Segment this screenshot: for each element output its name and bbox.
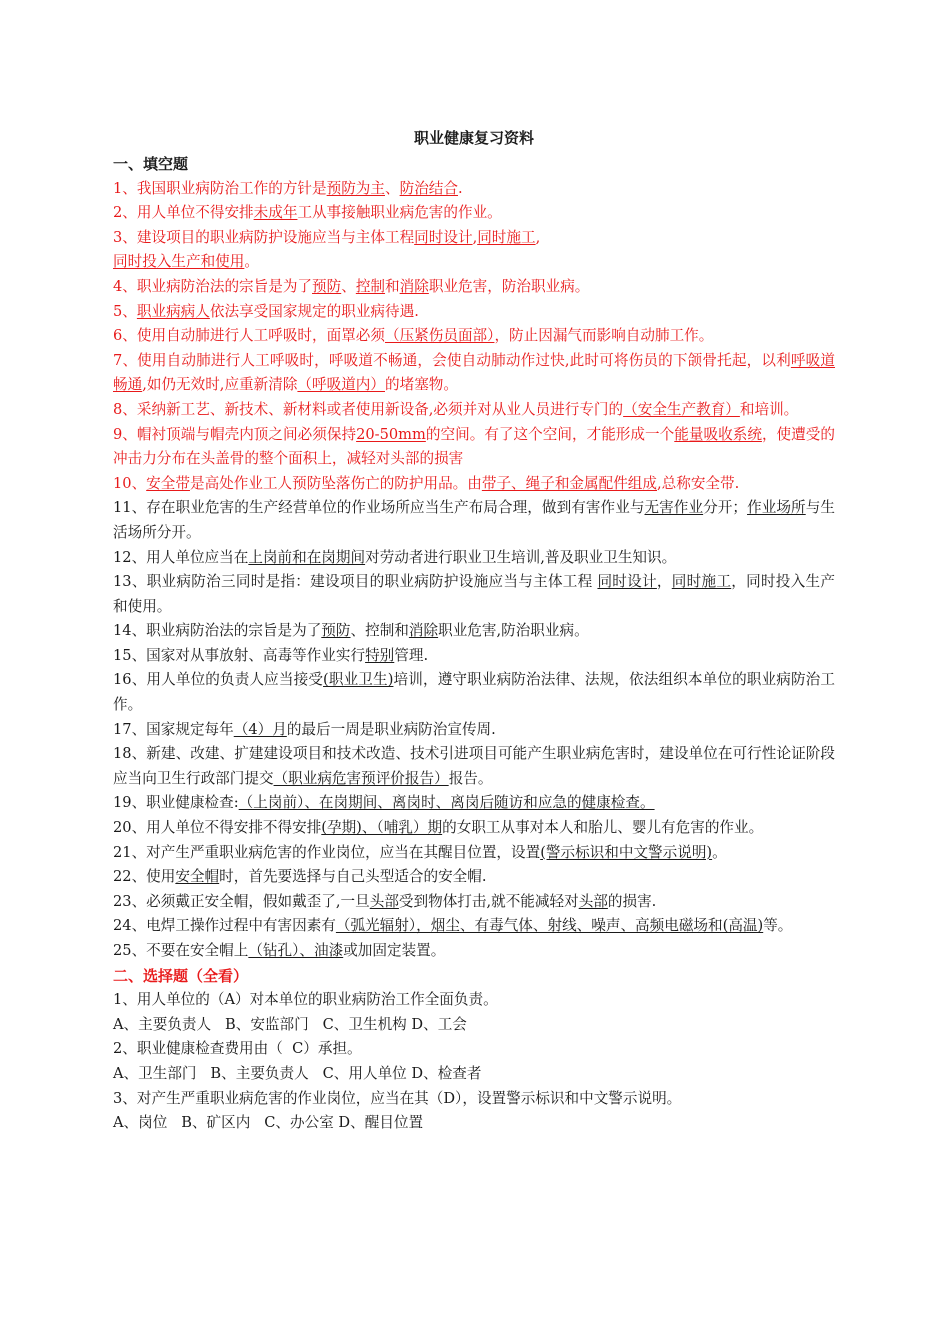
choice-options: A、主要负责人 B、安监部门 C、卫生机构 D、工会	[113, 1015, 467, 1033]
question-text: 的最后一周是职业病防治宣传周.	[286, 720, 496, 738]
question-text: 工从事接触职业病危害的作业。	[297, 204, 502, 222]
question-text: ，使遭受的冲击力分布在头盖骨的整个面积上，减轻对头部的损害	[113, 425, 835, 468]
question-text: 管理.	[394, 646, 429, 664]
answer-text: 消除	[408, 622, 439, 640]
answer-text: 安全帽	[175, 868, 220, 886]
fill-blank-list	[113, 177, 835, 964]
choice-list	[113, 988, 835, 1136]
answer-text: 职业病病人	[136, 302, 210, 320]
question-text: .	[458, 179, 463, 197]
question-text: 。	[244, 253, 259, 271]
question-text: 、	[341, 277, 356, 295]
question-text: 或加固定装置。	[343, 942, 446, 959]
fill-blank-item	[113, 423, 835, 472]
question-text: 分开；	[703, 499, 748, 517]
answer-text: 同时设计	[414, 228, 473, 246]
question-text: 等。	[763, 917, 793, 935]
question-text: 和培训。	[739, 400, 799, 418]
fill-blank-item	[113, 816, 835, 841]
answer-text: （钻孔）、油漆	[248, 942, 344, 959]
fill-blank-item	[113, 496, 835, 545]
fill-blank-item	[113, 275, 835, 300]
answer-text: （呼吸道内）	[297, 376, 385, 394]
fill-blank-item	[113, 865, 835, 890]
answer-text: 作业场所	[747, 499, 806, 517]
fill-blank-item	[113, 890, 835, 915]
question-text: 、	[385, 179, 400, 197]
answer-text: 特别	[365, 646, 395, 664]
answer-text: 消除	[399, 277, 429, 295]
fill-blank-item	[113, 177, 835, 202]
fill-blank-item	[113, 201, 835, 226]
question-text: 13、职业病防治三同时是指：建设项目的职业病防护设施应当与主体工程	[113, 573, 598, 591]
question-text: 8、采纳新工艺、新技术、新材料或者使用新设备,必须并对从业人员进行专门的	[113, 400, 624, 418]
answer-text: （安全生产教育）	[623, 400, 740, 418]
answer-text: （职业病危害预评价报告）	[273, 769, 449, 787]
choice-question: 3、对产生严重职业病危害的作业岗位，应当在其（D），设置警示标识和中文警示说明。	[113, 1089, 682, 1107]
question-text: ,	[472, 228, 478, 246]
question-text: 18、新建、改建、扩建建设项目和技术改造、技术引进项目可能产生职业病危害时，建设单位在可行性论证阶段应当向卫生行政部门提交	[113, 745, 835, 787]
question-text: 培训，遵守职业病防治法律、法规，依法组织本单位的职业病防治工作。	[113, 671, 835, 714]
question-text: 14、职业病防治法的宗旨是为了	[113, 622, 322, 640]
question-text: 依法享受国家规定的职业病待遇.	[209, 302, 419, 320]
section-heading-fill-blank: 一、填空题	[113, 155, 189, 173]
fill-blank-item	[113, 644, 835, 669]
question-text: 1、我国职业病防治工作的方针是	[113, 179, 327, 197]
fill-blank-item	[113, 324, 835, 349]
choice-question: 2、职业健康检查费用由（ C）承担。	[113, 1040, 362, 1058]
fill-blank-item	[113, 791, 835, 816]
answer-text: 防治结合	[399, 179, 458, 197]
question-text: 时，首先要选择与自己头型适合的安全帽.	[219, 868, 487, 886]
question-text: 11、存在职业危害的生产经营单位的作业场所应当生产布局合理，做到有害作业与	[113, 499, 645, 517]
answer-text: 无害作业	[644, 499, 704, 517]
answer-text: 带子、绳子和金属配件组成	[481, 474, 657, 492]
question-text: 受到物体打击,就不能减轻对	[398, 892, 579, 910]
question-text: ,如仍无效时,应重新清除	[142, 376, 298, 394]
answer-text: 同时投入生产和使用	[113, 253, 245, 271]
question-text: 对劳动者进行职业卫生培训,普及职业卫生知识。	[365, 548, 677, 566]
question-text: 的损害.	[607, 892, 657, 910]
fill-blank-item	[113, 398, 835, 423]
question-text: 的堵塞物。	[385, 376, 458, 394]
question-text: 、控制和	[350, 622, 409, 640]
fill-blank-item	[113, 742, 835, 791]
fill-blank-item	[113, 546, 835, 571]
fill-blank-item	[113, 300, 835, 325]
answer-text: （压紧伤员面部）	[384, 327, 495, 345]
question-text: 职业危害，防治职业病。	[428, 277, 590, 295]
fill-blank-item	[113, 472, 835, 497]
answer-text: 预防为主	[326, 179, 385, 197]
choice-question: 1、用人单位的（A）对本单位的职业病防治工作全面负责。	[113, 991, 498, 1009]
answer-text: 未成年	[253, 204, 298, 222]
question-text: ,	[535, 228, 541, 246]
answer-text: 同时施工	[671, 573, 732, 591]
answer-text: 头部	[369, 892, 399, 910]
question-text: 23、必须戴正安全帽，假如戴歪了,一旦	[113, 892, 370, 910]
question-text: 22、使用	[113, 868, 176, 886]
answer-text: 呼吸道畅通	[113, 351, 835, 394]
question-text: 9、帽衬顶端与帽壳内顶之间必须保持	[113, 425, 357, 443]
question-text: 12、用人单位应当在	[113, 548, 249, 566]
question-text: 的空间。有了这个空间，才能形成一个	[425, 425, 675, 443]
question-text: 19、职业健康检查:	[113, 794, 239, 812]
question-text: 是高处作业工人预防坠落伤亡的防护用品。由	[189, 474, 482, 492]
answer-text: (职业卫生)	[323, 671, 394, 689]
answer-text: 同时设计	[597, 573, 657, 591]
answer-text: 同时施工	[477, 228, 536, 246]
question-text: 21、对产生严重职业病危害的作业岗位，应当在其醒目位置，设置	[113, 843, 541, 861]
question-text: 17、国家规定每年	[113, 720, 234, 738]
fill-blank-item	[113, 226, 835, 275]
answer-text: 安全带	[146, 474, 190, 492]
question-text: 10、	[113, 474, 147, 492]
answer-text: 上岗前和在岗期间	[248, 548, 366, 566]
fill-blank-item	[113, 570, 835, 619]
question-text: 职业危害,防治职业病。	[438, 622, 589, 640]
fill-blank-item	[113, 939, 835, 964]
question-text: 25、不要在安全帽上	[113, 942, 249, 959]
question-text: 4、职业病防治法的宗旨是为了	[113, 277, 313, 295]
fill-blank-item	[113, 841, 835, 866]
answer-text: 头部	[578, 892, 608, 910]
question-text: 15、国家对从事放射、高毒等作业实行	[113, 646, 366, 664]
question-text: 。	[712, 843, 727, 861]
question-text: 的女职工从事对本人和胎儿、婴儿有危害的作业。	[442, 819, 764, 837]
page-title: 职业健康复习资料	[413, 129, 534, 147]
question-text: 报告。	[448, 769, 493, 787]
question-text: 20、用人单位不得安排不得安排	[113, 819, 322, 837]
answer-text: (警示标识和中文警示说明)	[540, 843, 713, 861]
question-text: 7、使用自动肺进行人工呼吸时，呼吸道不畅通，会使自动肺动作过快,此时可将伤员的下颌骨托起，以利	[113, 351, 791, 369]
question-text: 与生活场所分开。	[113, 499, 835, 541]
section-heading-choice: 二、选择题（全看）	[113, 966, 249, 985]
answer-text: 20-50mm	[356, 425, 426, 443]
question-text: 6、使用自动肺进行人工呼吸时，面罩必须	[113, 327, 385, 345]
answer-text: 预防	[321, 622, 351, 640]
question-text: 3、建设项目的职业病防护设施应当与主体工程	[113, 228, 415, 246]
answer-text: （4）月	[233, 720, 287, 738]
answer-text: （弧光辐射），烟尘、有毒气体、射线、噪声、高频电磁场和(高温)	[335, 917, 764, 935]
fill-blank-item	[113, 914, 835, 939]
question-text: ,总称安全带.	[657, 474, 740, 492]
answer-text: (孕期)、（哺乳）期	[321, 819, 443, 837]
fill-blank-item	[113, 668, 835, 717]
choice-options: A、卫生部门 B、主要负责人 C、用人单位 D、检查者	[113, 1064, 482, 1082]
answer-text: （上岗前）、在岗期间、离岗时、离岗后随访和应急的健康检查。	[238, 794, 655, 812]
fill-blank-item	[113, 619, 835, 644]
choice-options: A、岗位 B、矿区内 C、办公室 D、醒目位置	[113, 1114, 424, 1132]
document-page	[113, 124, 835, 1136]
answer-text: 预防	[312, 277, 342, 295]
fill-blank-item	[113, 349, 835, 398]
question-text: 和	[385, 277, 400, 295]
fill-blank-item	[113, 718, 835, 743]
question-text: ，	[656, 573, 672, 591]
question-text: 24、电焊工操作过程中有害因素有	[113, 917, 336, 935]
answer-text: 控制	[355, 277, 386, 295]
question-text: ，防止因漏气而影响自动肺工作。	[494, 327, 714, 345]
answer-text: 能量吸收系统	[674, 425, 762, 443]
question-text: 16、用人单位的负责人应当接受	[113, 671, 324, 689]
question-text: ，同时投入生产和使用。	[113, 573, 835, 615]
question-text: 5、	[113, 302, 137, 320]
question-text: 2、用人单位不得安排	[113, 204, 254, 222]
